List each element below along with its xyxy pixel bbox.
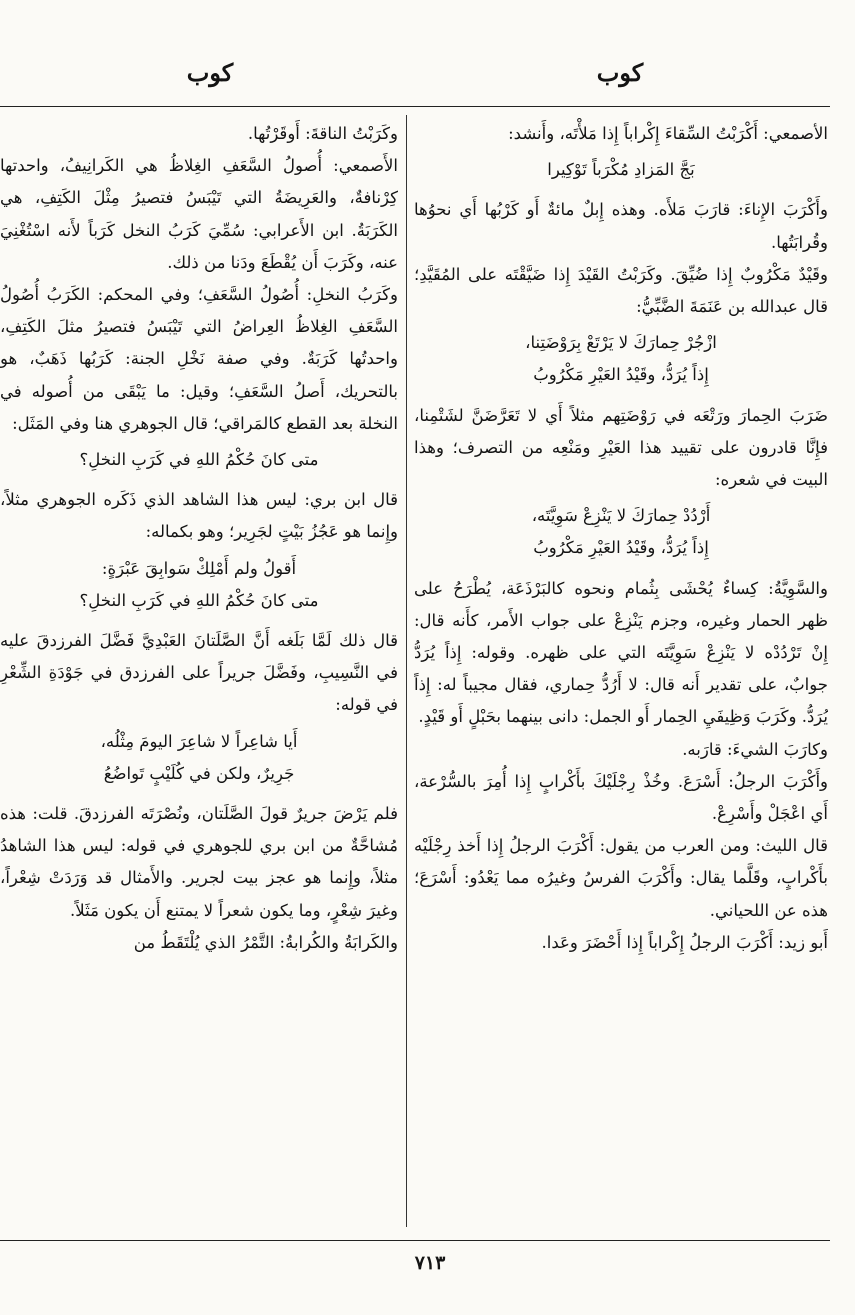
verse-line: جَرِيرٌ، ولكن في كُلَيْبٍ تَواضُعُ xyxy=(103,763,295,783)
column-divider xyxy=(406,115,407,1227)
paragraph: الأصمعي: أَكْرَبْتُ السِّقاءَ إِكْراباً إِذا مَلأْتَه، وأَنشد: xyxy=(508,124,828,143)
verse-line: أَيا شاعِراً لا شاعِرَ اليومَ مِثْلُه، xyxy=(100,731,298,751)
left-column xyxy=(0,118,398,1228)
verse-line: بَجَّ المَزادِ مُكْرَباً تَوْكِيرا xyxy=(547,160,695,180)
paragraph: فلم يَرْضَ جريرٌ قولَ الصَّلَتان، ونُصْرَتَه الفرزدقَ. قلت: هذه مُشاحَّةٌ من ابن بري للجوهري في قوله: ليس هذا الشاهدُ مثلاً، وإِنما هو عجز بيت لجرير. والأَمثال قد وَرَدَتْ شِعْراً، وغيرَ شِعْرٍ، وما يكون شعراً لا يمتنع أَن يكون مَثَلاً. xyxy=(0,804,398,920)
top-rule xyxy=(0,106,830,107)
bottom-rule xyxy=(0,1240,830,1241)
verse-line: ازْجُرْ حِمارَكَ لا يَرْتَعْ بِرَوْضَتِنا، xyxy=(525,333,717,353)
paragraph: وقَيْدٌ مَكْرُوبٌ إِذا ضُيِّقَ. وكَرَبْتُ القَيْدَ إِذا ضَيَّقْتَه على المُقَيَّدِ؛ قال عبدالله بن عَنَمَةَ الضَّبِّيُّ: xyxy=(414,264,828,317)
paragraph: وكَرَبْتُ الناقةَ: أَوقَرْتُها. xyxy=(247,124,398,143)
paragraph: قال ذلك لَمَّا بَلَغه أَنَّ الصَّلَتانَ العَبْدِيَّ فَضَّلَ الفرزدقَ عليه في النَّسِيبِ، وفَضَّلَ جريراً على الفرزدق في جَوْدَةِ الشِّعْرِ في قوله: xyxy=(0,631,398,715)
verse-line: إِذاً يُرَدُّ، وقَيْدُ العَيْرِ مَكْرُوبُ xyxy=(533,538,709,558)
paragraph: قال الليث: ومن العرب من يقول: أَكْرَبَ الرجلُ إِذا أَخذ رِجْلَيْه بأَكْرابٍ، وقَلَّما يقال: وأَكْرَبَ الفرسُ وغيرُه مما يَعْدُو: أَسْرَعَ؛ هذه عن اللحياني. xyxy=(414,836,828,920)
left-column-header: كوب xyxy=(186,58,234,87)
verse xyxy=(414,327,828,391)
verse xyxy=(414,500,828,564)
verse xyxy=(0,553,398,617)
verse xyxy=(0,726,398,790)
paragraph: وأَكْرَبَ الإِناءَ: قارَبَ مَلأَه. وهذه إِبلٌ مائةٌ أَو كَرْبُها أَي نحوُها وقُرابَتُها. xyxy=(414,200,828,252)
verse-line: متى كانَ حُكْمُ اللهِ في كَرَبِ النخلِ؟ xyxy=(79,590,319,610)
paragraph: ضَرَبَ الحِمارَ ورَتْعَه في رَوْضَتِهم مثلاً أَي لا تَعَرَّضَنَّ لشَتْمِنا، فإِنَّا قادرون على تقييد هذا العَيْرِ ومَنْعِه من التصرف؛ وهذا البيت في شعره: xyxy=(414,405,828,490)
paragraph: أَبو زيد: أَكْرَبَ الرجلُ إِكْراباً إِذا أَحْضَرَ وعَدا. xyxy=(541,932,828,952)
paragraph: قال ابن بري: ليس هذا الشاهد الذي ذَكَره الجوهري مثلاً، وإِنما هو عَجُزُ بَيْتٍ لجَرِير؛ وهو بكماله: xyxy=(0,490,398,542)
verse-line: متى كانَ حُكْمُ اللهِ في كَرَبِ النخلِ؟ xyxy=(79,450,319,470)
verse-line: أَرْدُدْ حِمارَكَ لا يَنْزِعْ سَوِيَّتَه، xyxy=(531,506,711,526)
verse xyxy=(414,154,828,186)
verse-line: إِذاً يُرَدُّ، وقَيْدُ العَيْرِ مَكْرُوبُ xyxy=(533,365,709,385)
paragraph: وكَرَبُ النخلِ: أُصُولُ السَّعَفِ؛ وفي المحكم: الكَرَبُ أُصُولُ السَّعَفِ الغِلاظُ العِراضُ التي تَيْبَسُ فتصيرُ مثلَ الكَتِفِ، واحدتُها كَرَبَةٌ. وفي صفة نَخْلِ الجنة: كَرَبُها ذَهَبٌ، هو بالتحريك، أَصلُ السَّعَفِ؛ وقيل: ما يَبْقَى من أُصوله في النخلة بعد القطع كالمَراقي؛ قال الجوهري هنا وفي المَثَل: xyxy=(0,285,398,433)
right-column-header: كوب xyxy=(596,58,644,87)
page-number: ٧١٣ xyxy=(414,1252,446,1274)
paragraph: وأَكْرَبَ الرجلُ: أَسْرَعَ. وخُذْ رِجْلَيْكَ بأَكْرابٍ إِذا أُمِرَ بالسُّرْعة، أَي اعْجَلْ وأَسْرِعْ. xyxy=(414,771,828,824)
verse xyxy=(0,444,398,476)
verse-line: أَقولُ ولم أَمْلِكْ سَوابِقَ عَبْرَةٍ: xyxy=(101,558,297,578)
paragraph: الأَصمعي: أُصولُ السَّعَفِ الغِلاظُ هي الكَرانِيفُ، واحدتها كِرْنافةٌ، والعَرِيضَةُ التي تَيْبَسُ فتصيرُ مِثْلَ الكَتِفِ، هي الكَرَبَةُ. ابن الأَعرابي: سُمِّيَ كَرَبُ النخل كَرَباً لأَنه اسْتُغْنِيَ عنه، وكَرَبَ أَن يُقْطَعَ ودَنا من ذلك. xyxy=(0,156,398,272)
paragraph: والكَرابَةُ والكُرابةُ: التَّمْرُ الذي يُلْتَقَطُ من xyxy=(133,932,398,952)
right-column xyxy=(414,118,828,1228)
paragraph: والسَّوِيَّةُ: كِساءٌ يُحْشَى بِثُمام ونحوه كالبَرْذَعَة، يُطْرَحُ على ظهر الحمار وغيره، وجزم يَنْزِعْ على جواب الأَمر، كأَنه قال: إِنْ تَرْدُدْه لا يَنْزِعْ سَوِيَّتَه التي على ظهره. وقوله: إِذاً يُرَدُّ جوابٌ، على تقدير أَنه قال: لا أَرُدُّ حِماري، فقال مجيباً له: إِذاً يُرَدُّ. وكَرَبَ وَظِيفَيِ الحِمار أَو الجمل: دانى بينهما بحَبْلٍ أَو قَيْدٍ. xyxy=(414,578,828,727)
paragraph: وكارَبَ الشيءَ: قارَبه. xyxy=(682,739,828,759)
